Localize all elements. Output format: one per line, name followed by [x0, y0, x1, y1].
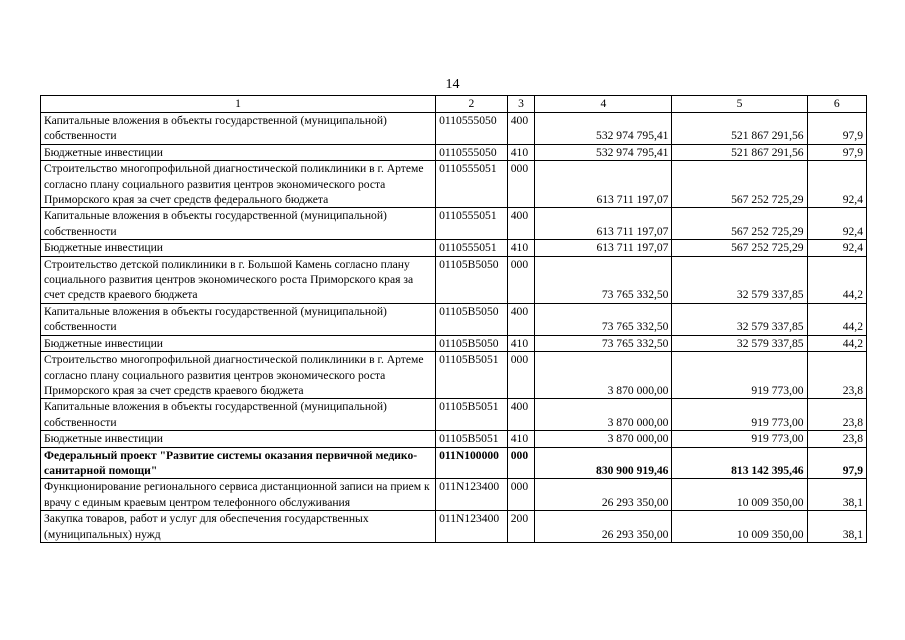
cell-plan: 73 765 332,50 [535, 335, 672, 351]
cell-type: 400 [507, 303, 535, 335]
column-header-percent: 6 [807, 96, 866, 113]
table-row [41, 240, 867, 256]
cell-type: 410 [507, 144, 535, 160]
cell-plan: 73 765 332,50 [535, 256, 672, 303]
cell-code: 01105В5050 [436, 303, 508, 335]
column-header-plan: 4 [535, 96, 672, 113]
cell-type: 000 [507, 256, 535, 303]
table-row [41, 399, 867, 431]
cell-fact: 919 773,00 [672, 399, 807, 431]
cell-type: 410 [507, 240, 535, 256]
column-header-fact: 5 [672, 96, 807, 113]
cell-type: 200 [507, 511, 535, 543]
column-header-name: 1 [41, 96, 436, 113]
cell-name: Строительство детской поликлиники в г. Большой Камень согласно плану социального развития центров экономического роста Приморского края за счет средств краевого бюджета [41, 256, 436, 303]
cell-plan: 3 870 000,00 [535, 352, 672, 399]
cell-name: Капитальные вложения в объекты государственной (муниципальной) собственности [41, 113, 436, 145]
cell-type: 410 [507, 335, 535, 351]
cell-fact: 521 867 291,56 [672, 113, 807, 145]
cell-percent: 92,4 [807, 208, 866, 240]
cell-name: Строительство многопрофильной диагностической поликлиники в г. Артеме согласно плану социального развития центров экономического роста Приморского края за счет средств краевого бюджета [41, 352, 436, 399]
cell-name: Капитальные вложения в объекты государственной (муниципальной) собственности [41, 208, 436, 240]
cell-percent: 23,8 [807, 399, 866, 431]
cell-plan: 532 974 795,41 [535, 113, 672, 145]
cell-code: 0110555050 [436, 144, 508, 160]
cell-code: 01105В5051 [436, 352, 508, 399]
table-row [41, 256, 867, 303]
cell-name: Бюджетные инвестиции [41, 240, 436, 256]
cell-fact: 919 773,00 [672, 352, 807, 399]
cell-percent: 23,8 [807, 352, 866, 399]
cell-code: 01105В5050 [436, 256, 508, 303]
cell-fact: 10 009 350,00 [672, 479, 807, 511]
cell-plan: 532 974 795,41 [535, 144, 672, 160]
cell-fact: 567 252 725,29 [672, 208, 807, 240]
table-row [41, 161, 867, 208]
cell-code: 0110555051 [436, 240, 508, 256]
table-header-row [41, 96, 867, 113]
cell-name: Закупка товаров, работ и услуг для обеспечения государственных (муниципальных) нужд [41, 511, 436, 543]
cell-name: Капитальные вложения в объекты государственной (муниципальной) собственности [41, 303, 436, 335]
cell-percent: 38,1 [807, 479, 866, 511]
table-body [41, 96, 867, 543]
cell-fact: 521 867 291,56 [672, 144, 807, 160]
cell-plan: 26 293 350,00 [535, 511, 672, 543]
cell-code: 0110555051 [436, 161, 508, 208]
cell-fact: 32 579 337,85 [672, 256, 807, 303]
cell-code: 01105В5051 [436, 399, 508, 431]
table-row [41, 431, 867, 447]
page-number: 14 [445, 77, 460, 92]
cell-plan: 26 293 350,00 [535, 479, 672, 511]
column-header-code: 2 [436, 96, 508, 113]
cell-plan: 73 765 332,50 [535, 303, 672, 335]
cell-percent: 44,2 [807, 335, 866, 351]
cell-fact: 567 252 725,29 [672, 161, 807, 208]
cell-name: Бюджетные инвестиции [41, 431, 436, 447]
cell-type: 000 [507, 479, 535, 511]
cell-type: 000 [507, 161, 535, 208]
cell-percent: 44,2 [807, 303, 866, 335]
cell-type: 000 [507, 447, 535, 479]
cell-percent: 97,9 [807, 113, 866, 145]
cell-type: 000 [507, 352, 535, 399]
table-row [41, 335, 867, 351]
cell-code: 01105В5051 [436, 431, 508, 447]
table-row [41, 352, 867, 399]
table-row [41, 303, 867, 335]
cell-fact: 919 773,00 [672, 431, 807, 447]
cell-code: 01105В5050 [436, 335, 508, 351]
cell-type: 400 [507, 208, 535, 240]
cell-plan: 830 900 919,46 [535, 447, 672, 479]
cell-percent: 44,2 [807, 256, 866, 303]
cell-code: 011N123400 [436, 511, 508, 543]
cell-plan: 613 711 197,07 [535, 208, 672, 240]
cell-percent: 92,4 [807, 161, 866, 208]
cell-code: 0110555051 [436, 208, 508, 240]
cell-plan: 613 711 197,07 [535, 161, 672, 208]
cell-percent: 92,4 [807, 240, 866, 256]
table-row [41, 511, 867, 543]
cell-name: Бюджетные инвестиции [41, 335, 436, 351]
cell-plan: 3 870 000,00 [535, 399, 672, 431]
cell-fact: 813 142 395,46 [672, 447, 807, 479]
column-header-type: 3 [507, 96, 535, 113]
table-row [41, 447, 867, 479]
cell-fact: 32 579 337,85 [672, 335, 807, 351]
cell-percent: 97,9 [807, 447, 866, 479]
cell-percent: 23,8 [807, 431, 866, 447]
table-row [41, 479, 867, 511]
cell-name: Бюджетные инвестиции [41, 144, 436, 160]
cell-percent: 97,9 [807, 144, 866, 160]
cell-percent: 38,1 [807, 511, 866, 543]
table-row [41, 113, 867, 145]
cell-name: Функционирование регионального сервиса дистанционной записи на прием к врачу с единым краевым центром телефонного обслуживания [41, 479, 436, 511]
table-row [41, 144, 867, 160]
cell-name: Капитальные вложения в объекты государственной (муниципальной) собственности [41, 399, 436, 431]
cell-code: 011N123400 [436, 479, 508, 511]
cell-type: 410 [507, 431, 535, 447]
cell-plan: 613 711 197,07 [535, 240, 672, 256]
cell-name: Федеральный проект "Развитие системы оказания первичной медико-санитарной помощи" [41, 447, 436, 479]
cell-fact: 10 009 350,00 [672, 511, 807, 543]
budget-table [40, 95, 867, 543]
cell-name: Строительство многопрофильной диагностической поликлиники в г. Артеме согласно плану социального развития центров экономического роста Приморского края за счет средств федерального бюджета [41, 161, 436, 208]
cell-code: 011N100000 [436, 447, 508, 479]
cell-fact: 32 579 337,85 [672, 303, 807, 335]
cell-code: 0110555050 [436, 113, 508, 145]
table-row [41, 208, 867, 240]
cell-plan: 3 870 000,00 [535, 431, 672, 447]
cell-type: 400 [507, 113, 535, 145]
cell-fact: 567 252 725,29 [672, 240, 807, 256]
cell-type: 400 [507, 399, 535, 431]
